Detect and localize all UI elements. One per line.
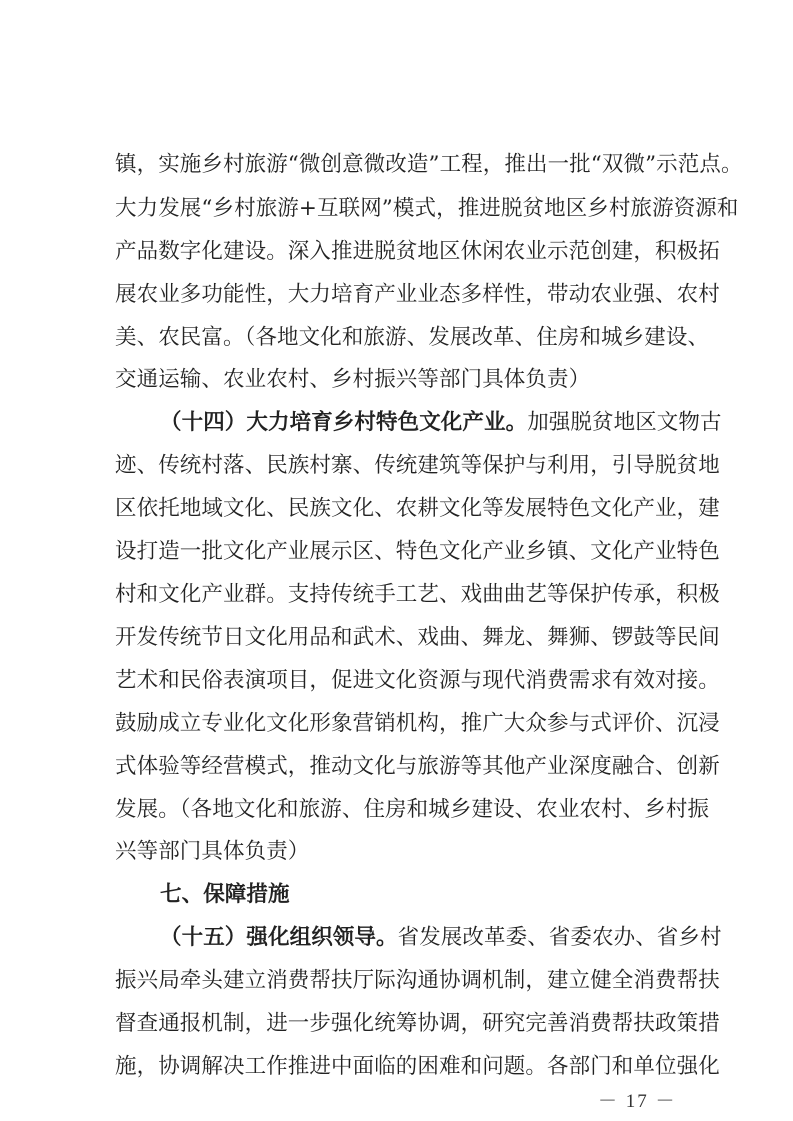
text-line: 艺术和民俗表演项目，促进文化资源与现代消费需求有效对接。 [115, 668, 720, 693]
section-15-text: 省发展改革委、省委农办、省乡村 [397, 925, 722, 950]
section-14-text: 加强脱贫地区文物古 [527, 410, 722, 435]
text-line: 式体验等经营模式，推动文化与旅游等其他产业深度融合、创新 [115, 754, 720, 779]
text-line: 大力发展“乡村旅游+互联网”模式，推进脱贫地区乡村旅游资源和 [115, 196, 739, 221]
text-line: 施，协调解决工作推进中面临的困难和问题。各部门和单位强化 [115, 1054, 720, 1079]
text-line: 发展。（各地文化和旅游、住房和城乡建设、农业农村、乡村振 [115, 797, 710, 822]
text-line: 督查通报机制，进一步强化统筹协调，研究完善消费帮扶政策措 [115, 1011, 720, 1036]
section-15-title: （十五）强化组织领导。 [160, 925, 398, 950]
section-14-title: （十四）大力培育乡村特色文化产业。 [160, 410, 528, 435]
text-line: 开发传统节日文化用品和武术、戏曲、舞龙、舞狮、锣鼓等民间 [115, 625, 720, 650]
text-line: 迹、传统村落、民族村寨、传统建筑等保护与利用，引导脱贫地 [115, 453, 720, 478]
text-line: 美、农民富。（各地文化和旅游、发展改革、住房和城乡建设、 [115, 325, 710, 350]
section-heading: 七、保障措施 [160, 882, 290, 907]
section-14-first-line [160, 408, 722, 438]
page-number: － 17 － [598, 1091, 677, 1112]
text-line: 振兴局牵头建立消费帮扶厅际沟通协调机制，建立健全消费帮扶 [115, 968, 720, 993]
section-15-first-line [160, 923, 722, 953]
text-line: 镇，实施乡村旅游“微创意微改造”工程，推出一批“双微”示范点。 [115, 152, 743, 177]
text-line: 鼓励成立专业化文化形象营销机构，推广大众参与式评价、沉浸 [115, 711, 720, 736]
text-line: 交通运输、农业农村、乡村振兴等部门具体负责） [115, 367, 591, 392]
text-line: 展农业多功能性，大力培育产业业态多样性，带动农业强、农村 [115, 282, 720, 307]
text-line: 产品数字化建设。深入推进脱贫地区休闲农业示范创建，积极拓 [115, 239, 720, 264]
text-line: 设打造一批文化产业展示区、特色文化产业乡镇、文化产业特色 [115, 539, 720, 564]
text-line: 兴等部门具体负责） [115, 839, 310, 864]
text-line: 区依托地域文化、民族文化、农耕文化等发展特色文化产业，建 [115, 496, 720, 521]
text-line: 村和文化产业群。支持传统手工艺、戏曲曲艺等保护传承，积极 [115, 582, 720, 607]
